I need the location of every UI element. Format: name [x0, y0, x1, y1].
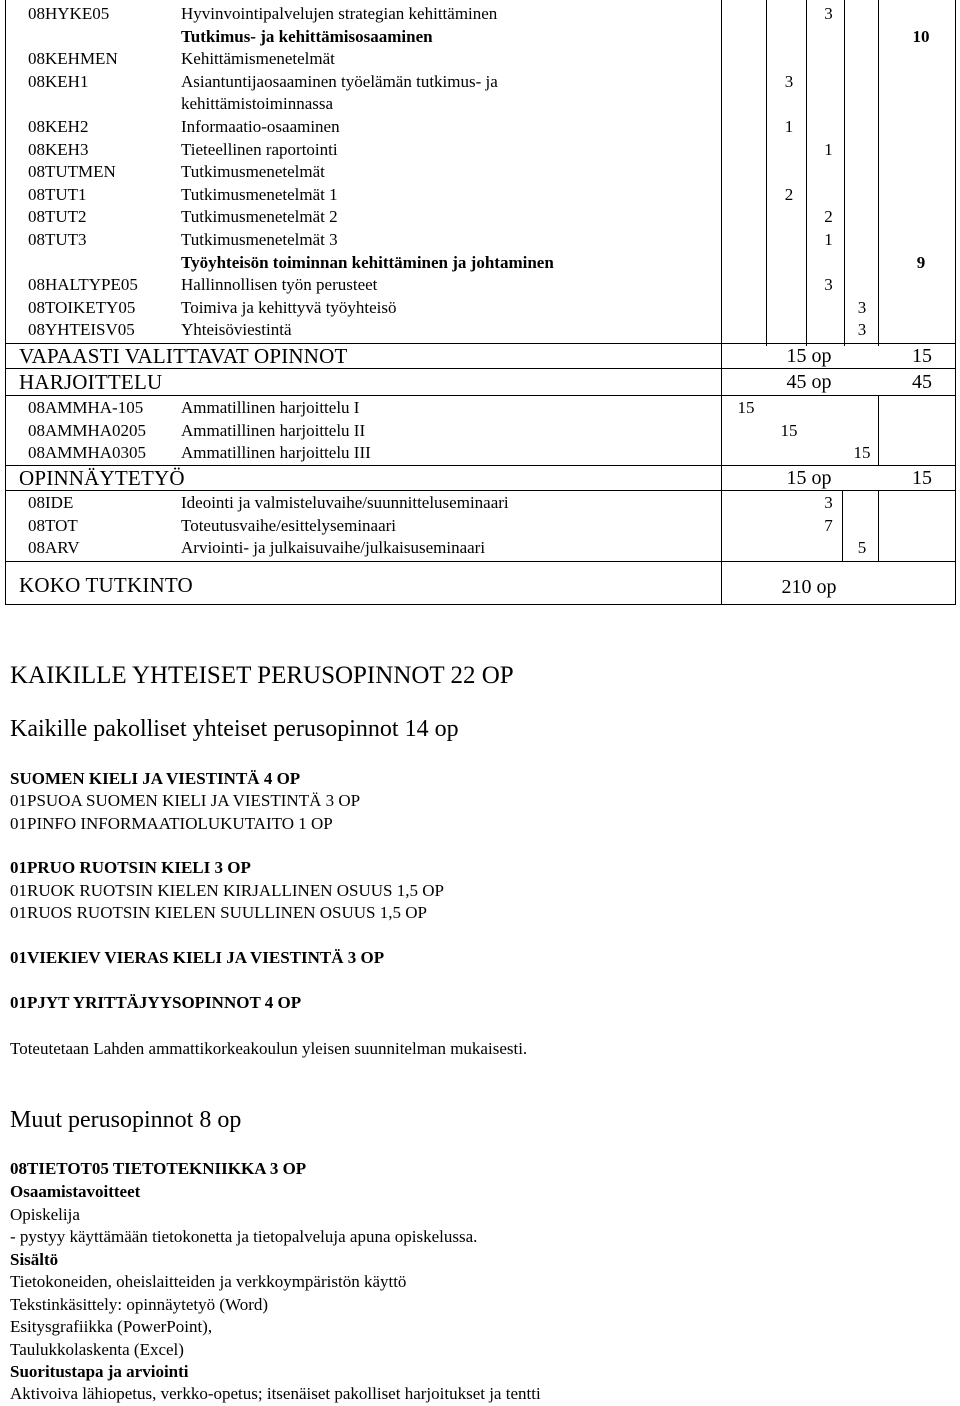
credit-cell: 15	[853, 443, 871, 463]
pystyy-text: - pystyy käyttämään tietokonetta ja tietopalveluja apuna opiskelussa.	[10, 1227, 478, 1246]
section-title: HARJOITTELU	[19, 370, 163, 394]
table-row	[6, 536, 957, 559]
course-name: Hyvinvointipalvelujen strategian kehittäminen	[181, 4, 498, 23]
course-code: 08KEHMEN	[28, 49, 118, 69]
section-title: VAPAASTI VALITTAVAT OPINNOT	[19, 344, 348, 368]
credit-cell: 5	[857, 538, 867, 558]
course-name: Ammatillinen harjoittelu I	[181, 398, 360, 417]
koko-op: 210 op	[781, 576, 837, 598]
harjoittelu-row	[6, 369, 957, 395]
course-name: Toimiva ja kehittyvä työyhteisö	[181, 297, 397, 317]
yrittajyys-title: 01PJYT YRITTÄJYYSOPINNOT 4 OP	[10, 993, 302, 1012]
section-total: 15	[912, 345, 932, 367]
table-row	[6, 205, 957, 228]
course-name: Tutkimusmenetelmät 2	[181, 207, 338, 227]
course-name: Tutkimusmenetelmät 1	[181, 184, 338, 204]
heading-yhteiset-perusopinnot: KAIKILLE YHTEISET PERUSOPINNOT 22 OP	[10, 662, 514, 689]
course-code: 08TUT2	[28, 207, 87, 227]
heading-muut-perusopinnot: Muut perusopinnot 8 op	[10, 1107, 242, 1133]
course-code: 08AMMHA0305	[28, 443, 147, 463]
koko-title: KOKO TUTKINTO	[19, 573, 193, 597]
section-op: 15 op	[786, 467, 832, 489]
course-code: 08ARV	[28, 538, 80, 558]
course-code: 08TUTMEN	[28, 162, 116, 182]
suoritustapa-text: Aktivoiva lähiopetus, verkko-opetus; itsenäiset pakolliset harjoitukset ja tentti	[10, 1384, 541, 1403]
table-row	[6, 419, 957, 442]
credit-cell: 15	[780, 420, 798, 440]
curriculum-table	[5, 0, 956, 605]
table-row	[6, 491, 957, 514]
course-code: 08AMMHA-105	[28, 398, 144, 417]
table-row	[6, 183, 957, 206]
toteutetaan-note: Toteutetaan Lahden ammattikorkeakoulun yleisen suunnitelman mukaisesti.	[10, 1039, 528, 1058]
credit-cell: 1	[824, 139, 833, 159]
course-code: 08KEH2	[28, 117, 89, 136]
section-total: 15	[912, 467, 932, 489]
ruotsi-title: 01PRUO RUOTSIN KIELI 3 OP	[10, 858, 251, 877]
table-row	[6, 441, 957, 464]
osaamistavoitteet-label: Osaamistavoitteet	[10, 1182, 141, 1201]
course-code: 08KEH3	[28, 139, 89, 159]
course-code: 08HALTYPE05	[28, 275, 138, 295]
course-name: Ammatillinen harjoittelu II	[181, 420, 366, 440]
course-name: Asiantuntijaosaaminen työelämän tutkimus- ja	[181, 71, 498, 91]
course-name: Hallinnollisen työn perusteet	[181, 275, 378, 295]
table-row	[6, 92, 957, 115]
sisalto-item-4: Taulukkolaskenta (Excel)	[10, 1340, 184, 1359]
table-row	[6, 251, 957, 274]
sisalto-item-3: Esitysgrafiikka (PowerPoint),	[10, 1317, 213, 1336]
course-name: Työyhteisön toiminnan kehittäminen ja johtaminen	[181, 252, 554, 272]
course-code: 08TUT3	[28, 230, 87, 249]
course-code: 08TOIKETY05	[28, 297, 136, 317]
section-total: 45	[912, 371, 932, 393]
course-name: Ammatillinen harjoittelu III	[181, 443, 371, 463]
suoritustapa-label: Suoritustapa ja arviointi	[10, 1362, 189, 1381]
table-row	[6, 25, 957, 48]
course-name: Yhteisöviestintä	[181, 320, 292, 340]
course-code: 08KEH1	[28, 71, 89, 91]
sisalto-item-2: Tekstinkäsittely: opinnäytetyö (Word)	[10, 1295, 269, 1314]
credit-cell: 3	[824, 493, 833, 512]
credit-cell: 1	[824, 230, 833, 249]
course-name: Tutkimusmenetelmät	[181, 162, 325, 182]
table-row	[6, 318, 957, 341]
credit-cell: 3	[857, 320, 867, 340]
section-op: 15 op	[786, 345, 832, 367]
course-code: 08HYKE05	[28, 4, 110, 23]
table-row	[6, 228, 957, 251]
course-code: 08AMMHA0205	[28, 420, 147, 440]
course-name: Tutkimusmenetelmät 3	[181, 230, 338, 249]
ruotsi-item-1: 01RUOK RUOTSIN KIELEN KIRJALLINEN OSUUS 1,5 OP	[10, 881, 444, 900]
credit-cell: 2	[824, 207, 833, 227]
table-row	[6, 2, 957, 25]
course-name: Tutkimus- ja kehittämisosaaminen	[181, 26, 433, 46]
suomi-title: SUOMEN KIELI JA VIESTINTÄ 4 OP	[10, 769, 301, 788]
sisalto-label: Sisältö	[10, 1250, 59, 1269]
table-row	[6, 396, 957, 419]
course-name: kehittämistoiminnassa	[181, 94, 334, 114]
table-row	[6, 47, 957, 70]
vapaasti-row	[6, 343, 957, 369]
table-row	[6, 160, 957, 183]
table-row	[6, 115, 957, 138]
opiskelija-text: Opiskelija	[10, 1205, 80, 1224]
row-divider	[6, 561, 955, 562]
section-op: 45 op	[786, 371, 832, 393]
table-row	[6, 70, 957, 93]
credit-cell: 3	[857, 297, 867, 317]
credit-cell: 2	[784, 184, 794, 204]
table-row	[6, 273, 957, 296]
course-name: Informaatio-osaaminen	[181, 117, 340, 136]
section-title: OPINNÄYTETYÖ	[19, 466, 185, 490]
opinnaytetyo-row	[6, 465, 957, 491]
course-name: Toteutusvaihe/esittelyseminaari	[181, 515, 397, 535]
credit-cell: 3	[824, 275, 833, 295]
koko-tutkinto-row	[6, 572, 957, 598]
course-name: Kehittämismenetelmät	[181, 49, 335, 69]
total-cell: 9	[916, 252, 926, 272]
course-code: 08IDE	[28, 493, 74, 512]
table-row	[6, 138, 957, 161]
ruotsi-item-2: 01RUOS RUOTSIN KIELEN SUULLINEN OSUUS 1,5 OP	[10, 903, 427, 922]
tietotekniikka-title: 08TIETOT05 TIETOTEKNIIKKA 3 OP	[10, 1159, 307, 1178]
course-name: Ideointi ja valmisteluvaihe/suunnitteluseminaari	[181, 493, 509, 512]
course-code: 08TOT	[28, 515, 78, 535]
credit-cell: 3	[784, 71, 794, 91]
table-row	[6, 514, 957, 537]
course-code: 08YHTEISV05	[28, 320, 135, 340]
heading-pakolliset: Kaikille pakolliset yhteiset perusopinnot 14 op	[10, 716, 459, 742]
course-name: Arviointi- ja julkaisuvaihe/julkaisuseminaari	[181, 538, 486, 558]
suomi-item-2: 01PINFO INFORMAATIOLUKUTAITO 1 OP	[10, 814, 333, 833]
total-cell: 10	[912, 26, 930, 46]
table-row	[6, 296, 957, 319]
credit-cell: 15	[737, 398, 755, 417]
credit-cell: 3	[824, 4, 833, 23]
vieras-kieli-title: 01VIEKIEV VIERAS KIELI JA VIESTINTÄ 3 OP	[10, 948, 385, 967]
sisalto-item-1: Tietokoneiden, oheislaitteiden ja verkkoympäristön käyttö	[10, 1272, 407, 1291]
course-name: Tieteellinen raportointi	[181, 139, 338, 159]
course-code: 08TUT1	[28, 184, 87, 204]
credit-cell: 7	[824, 515, 833, 535]
suomi-item-1: 01PSUOA SUOMEN KIELI JA VIESTINTÄ 3 OP	[10, 791, 361, 810]
credit-cell: 1	[784, 117, 794, 136]
